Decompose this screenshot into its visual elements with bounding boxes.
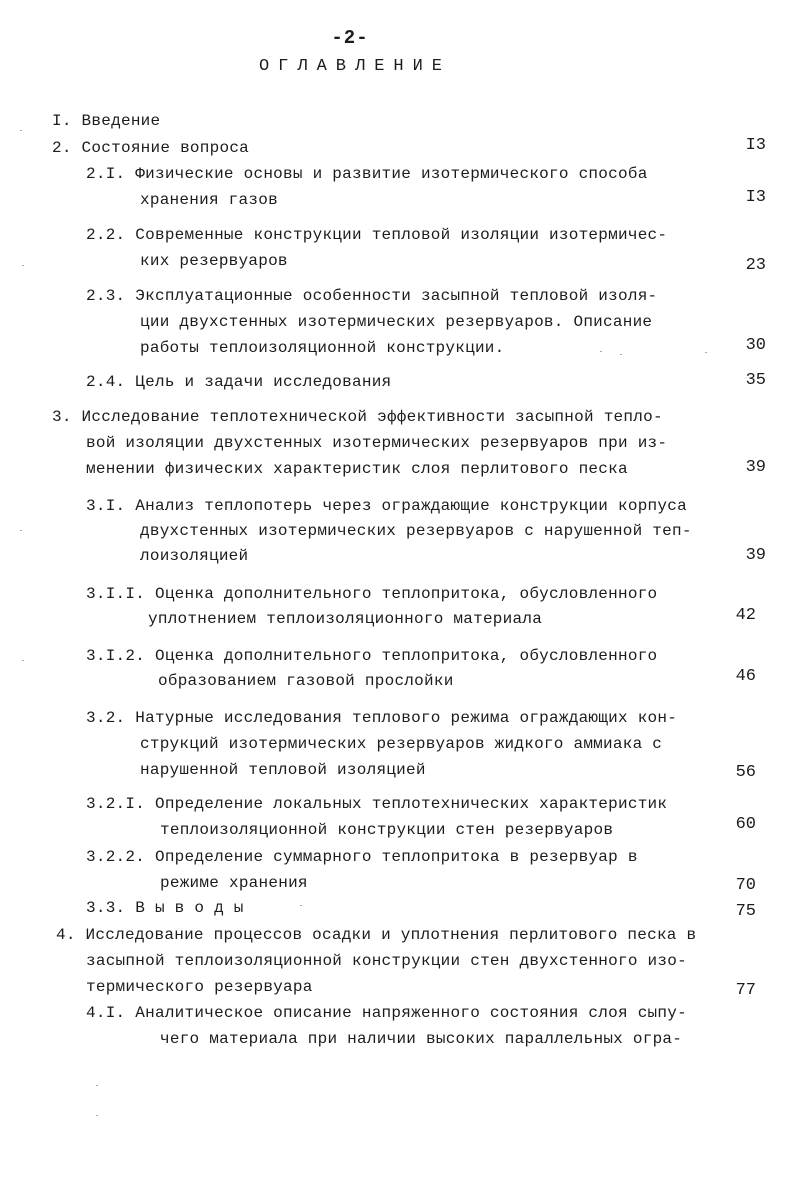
toc-entry-text: 3.2.2. Определение суммарного теплопритока в резервуар в	[86, 848, 638, 866]
scan-speck	[20, 130, 22, 131]
toc-page-number: 60	[735, 815, 756, 834]
toc-page-number: 35	[745, 371, 766, 390]
toc-entry-text: 4. Исследование процессов осадки и уплотнения перлитового песка в	[56, 926, 697, 944]
toc-page-number: 70	[735, 876, 756, 895]
toc-entry-text: 3.I. Анализ теплопотерь через ограждающие конструкции корпуса	[86, 497, 687, 515]
scan-speck	[20, 530, 22, 531]
scan-speck	[22, 660, 24, 661]
toc-page-number: 77	[735, 981, 756, 1000]
toc-entry-text: I. Введение	[52, 112, 161, 130]
toc-entry-text: образованием газовой прослойки	[158, 672, 454, 690]
toc-entry-text: 2.3. Эксплуатационные особенности засыпной тепловой изоля-	[86, 287, 658, 305]
toc-entry-text: хранения газов	[140, 191, 278, 209]
scan-speck	[600, 351, 602, 352]
toc-entry-text: 3.3. В ы в о д ы	[86, 899, 244, 917]
toc-entry-text: двухстенных изотермических резервуаров с нарушенной теп-	[140, 522, 692, 540]
toc-entry-text: 2.2. Современные конструкции тепловой изоляции изотермичес-	[86, 226, 668, 244]
toc-page-number: 75	[735, 902, 756, 921]
toc-entry-text: 4.I. Аналитическое описание напряженного состояния слоя сыпу-	[86, 1004, 687, 1022]
toc-entry-text: термического резервуара	[86, 978, 313, 996]
toc-page-number: 30	[745, 336, 766, 355]
scan-speck	[22, 265, 24, 266]
toc-page-number: 56	[735, 763, 756, 782]
scan-speck	[96, 1115, 98, 1116]
toc-entry-text: режиме хранения	[160, 874, 308, 892]
toc-entry-text: теплоизоляционной конструкции стен резервуаров	[160, 821, 614, 839]
toc-entry-text: уплотнением теплоизоляционного материала	[148, 610, 543, 628]
toc-entry-text: струкций изотермических резервуаров жидкого аммиака с	[140, 735, 663, 753]
toc-entry-text: нарушенной тепловой изоляцией	[140, 761, 426, 779]
scan-speck	[620, 354, 622, 355]
toc-entry-text: вой изоляции двухстенных изотермических резервуаров при из-	[86, 434, 668, 452]
scan-speck	[705, 352, 707, 353]
toc-entry-text: 3. Исследование теплотехнической эффективности засыпной тепло-	[52, 408, 663, 426]
toc-page-number: 42	[735, 606, 756, 625]
toc-page-number: 39	[745, 458, 766, 477]
toc-page-number: I3	[745, 188, 766, 207]
toc-entry-text: 2.4. Цель и задачи исследования	[86, 373, 392, 391]
toc-entry-text: ких резервуаров	[140, 252, 288, 270]
toc-page-number: 46	[735, 667, 756, 686]
toc-entry-text: чего материала при наличии высоких параллельных огра-	[160, 1030, 683, 1048]
toc-entry-text: менении физических характеристик слоя перлитового песка	[86, 460, 628, 478]
toc-entry-text: ции двухстенных изотермических резервуаров. Описание	[140, 313, 653, 331]
scan-speck	[96, 1085, 98, 1086]
toc-entry-text: 2. Состояние вопроса	[52, 139, 250, 157]
toc-entry-text: лоизоляцией	[140, 547, 249, 565]
page-number: -2-	[331, 27, 369, 49]
toc-entry-text: 3.2. Натурные исследования теплового режима ограждающих кон-	[86, 709, 678, 727]
toc-page-number: 23	[745, 256, 766, 275]
toc-heading: ОГЛАВЛЕНИЕ	[258, 57, 452, 76]
toc-entry-text: 3.2.I. Определение локальных теплотехнических характеристик	[86, 795, 668, 813]
toc-page-number: I3	[745, 136, 766, 155]
toc-entry-text: 3.I.I. Оценка дополнительного теплопритока, обусловленного	[86, 585, 658, 603]
toc-entry-text: работы теплоизоляционной конструкции.	[140, 339, 505, 357]
toc-entry-text: засыпной теплоизоляционной конструкции стен двухстенного изо-	[86, 952, 687, 970]
toc-entry-text: 3.I.2. Оценка дополнительного теплопритока, обусловленного	[86, 647, 658, 665]
toc-page-number: 39	[745, 546, 766, 565]
scan-speck	[300, 905, 302, 906]
toc-entry-text: 2.I. Физические основы и развитие изотермического способа	[86, 165, 648, 183]
